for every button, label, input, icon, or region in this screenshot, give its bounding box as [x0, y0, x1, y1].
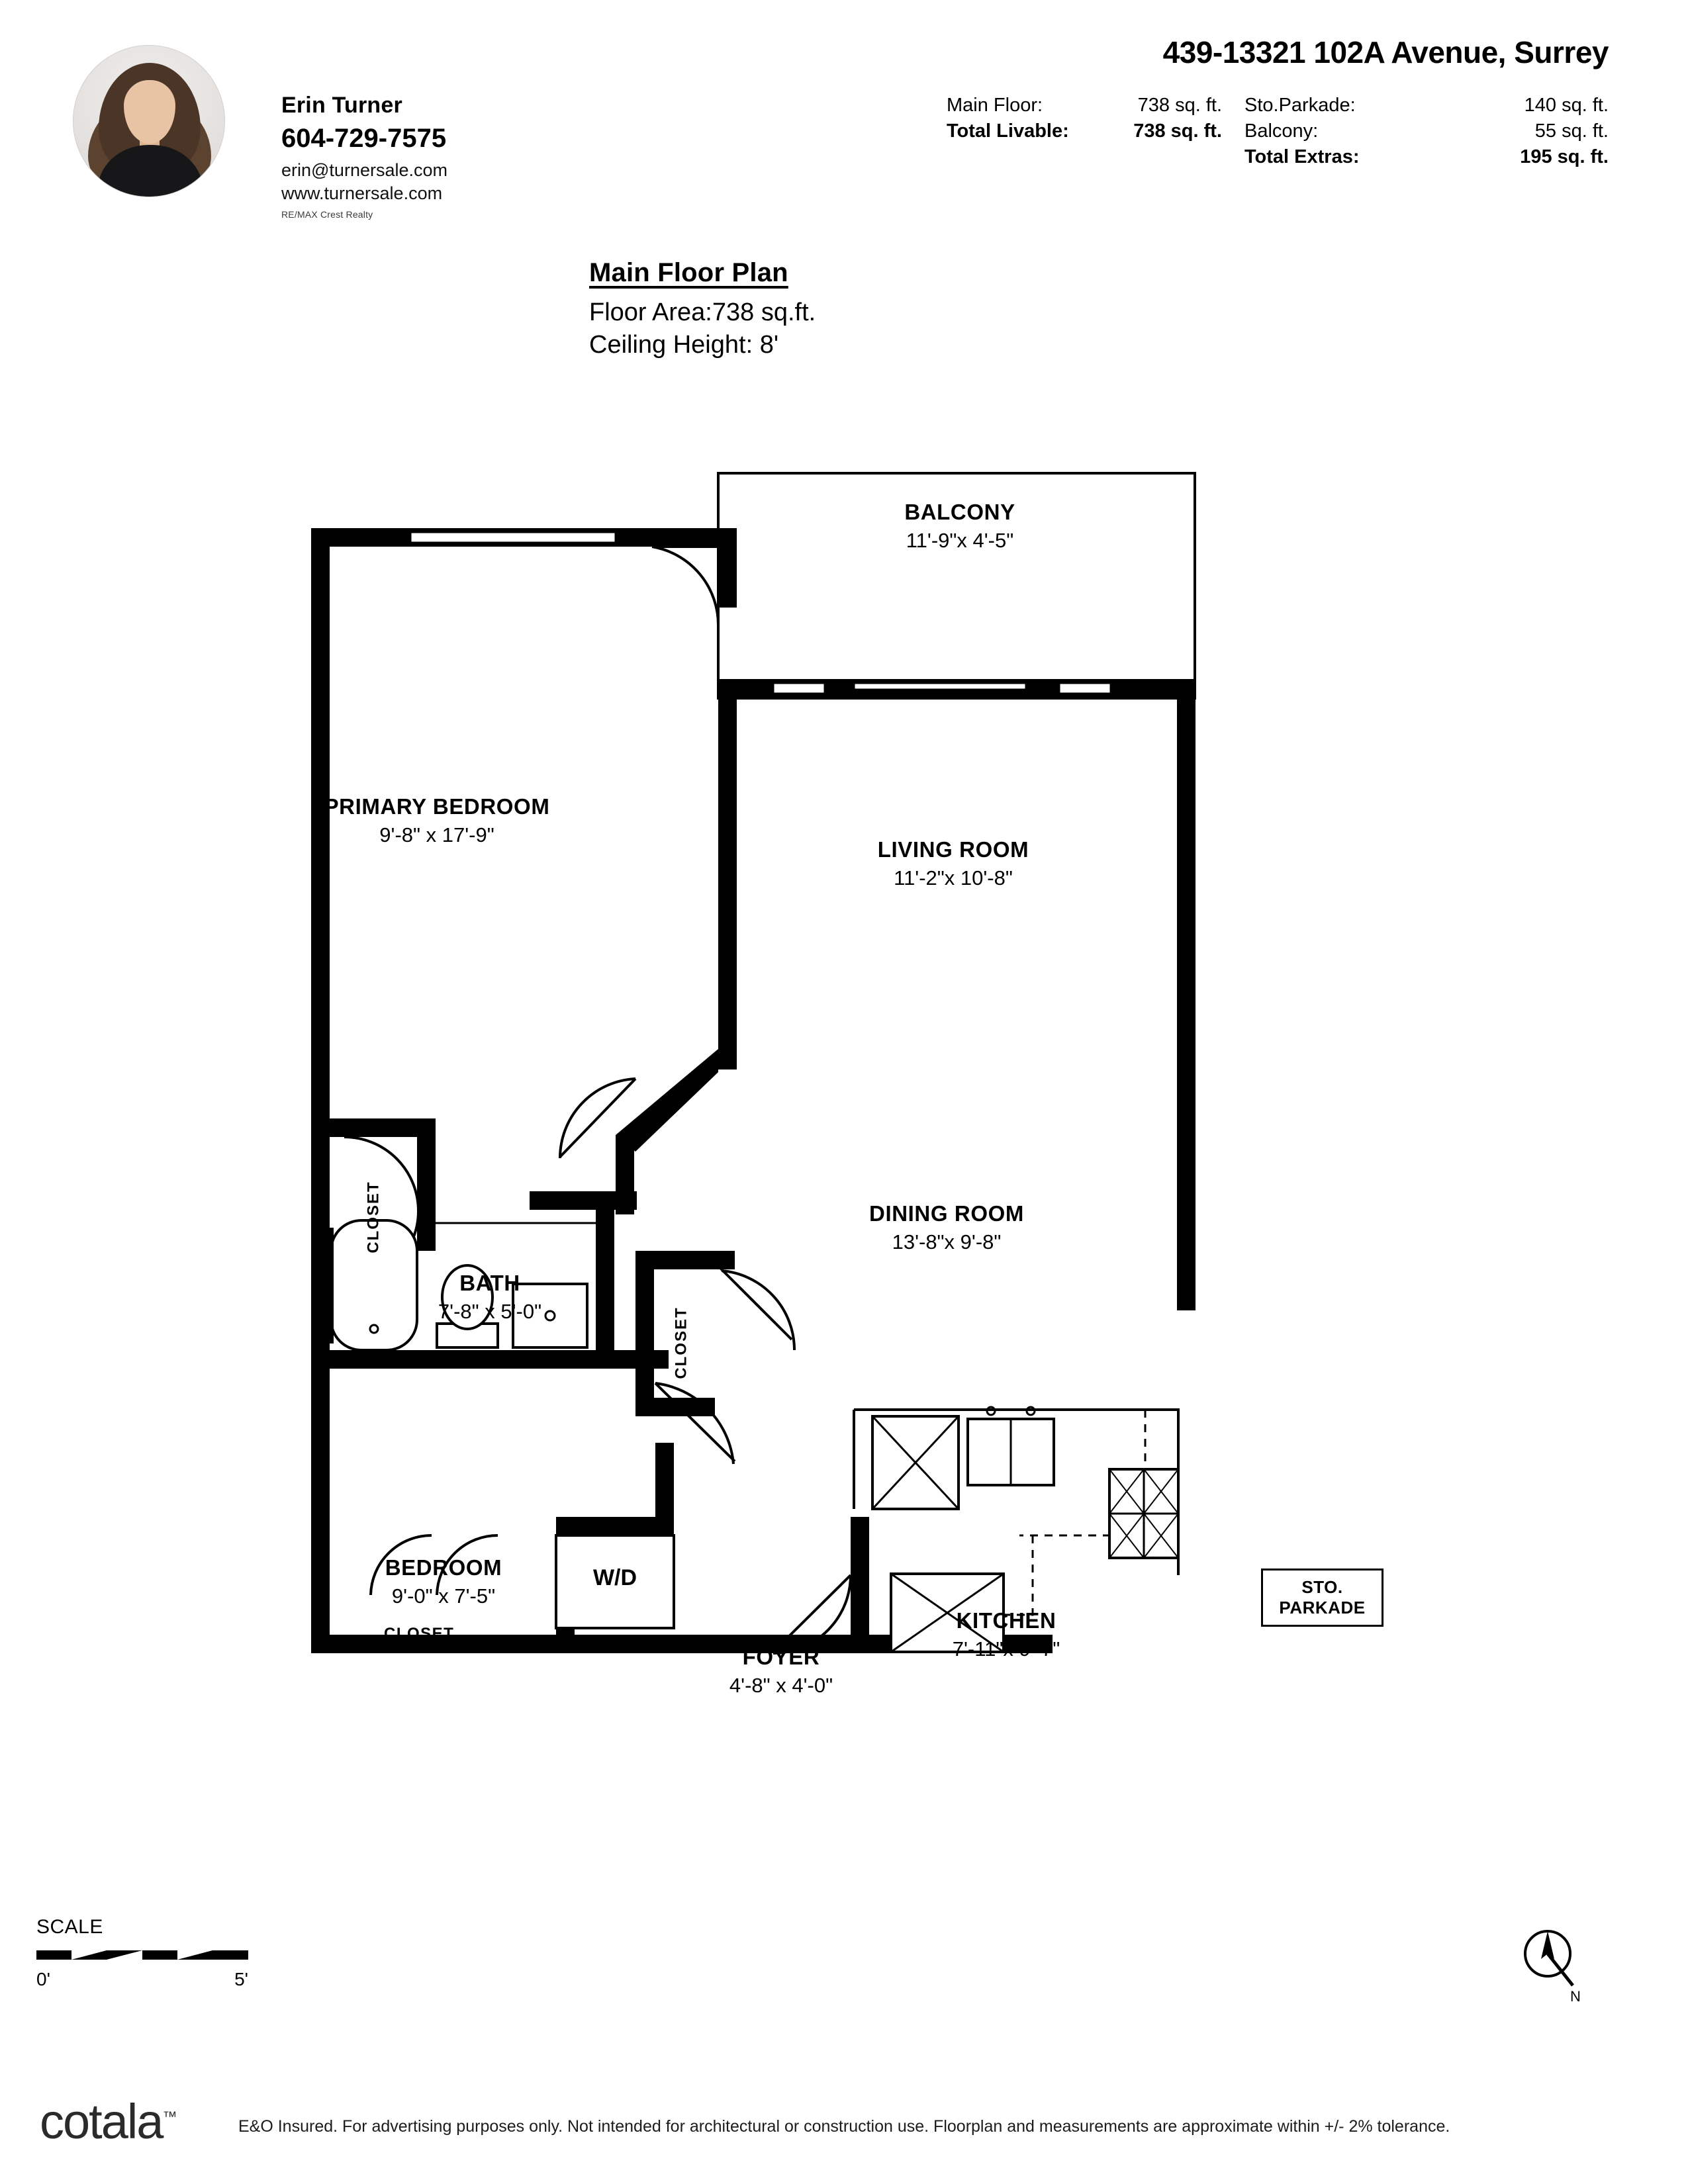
- brand-name: cotala: [40, 2094, 163, 2149]
- closet-label-primary: CLOSET: [364, 1181, 383, 1253]
- total-extras-value: 195 sq. ft.: [1520, 146, 1609, 167]
- room-label-living-room: LIVING ROOM 11'-2"x 10'-8": [877, 837, 1029, 889]
- agent-phone: 604-729-7575: [281, 124, 447, 153]
- table-row: [947, 144, 1609, 170]
- sto-parkade-label: Sto.Parkade:: [1244, 95, 1356, 116]
- sto-parkade-line2: PARKADE: [1279, 1598, 1366, 1617]
- total-extras-label: Total Extras:: [1244, 146, 1360, 167]
- balcony-label: Balcony:: [1244, 120, 1319, 142]
- agent-website: www.turnersale.com: [281, 183, 443, 203]
- area-summary-table: [947, 93, 1609, 170]
- main-floor-label: Main Floor:: [947, 95, 1043, 116]
- room-label-bedroom: BEDROOM 9'-0" x 7'-5": [385, 1555, 502, 1608]
- scale-max: 5': [234, 1969, 248, 1989]
- total-livable-value: 738 sq. ft.: [1133, 120, 1222, 142]
- plan-title-block: [589, 258, 816, 359]
- floor-area-text: Floor Area:738 sq.ft.: [589, 298, 816, 326]
- agent-info: [281, 93, 447, 220]
- agent-brokerage: RE/MAX Crest Realty: [281, 209, 373, 220]
- brand-tm: ™: [162, 2108, 177, 2125]
- closet-label-bedroom: CLOSET: [384, 1625, 455, 1643]
- disclaimer-text: E&O Insured. For advertising purposes only. Not intended for architectural or construction use. Floorplan and measurements are approximate within +/- 2% tolerance.: [238, 2117, 1450, 2136]
- scale-label: SCALE: [36, 1916, 103, 1938]
- plan-title: Main Floor Plan: [589, 258, 788, 287]
- scale-ticks-icon: [36, 1944, 248, 1966]
- exterior-walls: [311, 528, 1196, 1653]
- empty-value: [1112, 144, 1244, 170]
- compass-icon: [1516, 1919, 1589, 2005]
- ceiling-height-text: Ceiling Height: 8': [589, 331, 779, 359]
- room-label-kitchen: KITCHEN 7'-11"x 9'-7": [952, 1608, 1060, 1661]
- sto-parkade-box: [1261, 1569, 1383, 1627]
- total-livable-label: Total Livable:: [947, 120, 1069, 142]
- room-label-foyer: FOYER 4'-8" x 4'-0": [729, 1645, 833, 1697]
- door-swings: [344, 547, 851, 1653]
- room-label-primary-bedroom: PRIMARY BEDROOM 9'-8" x 17'-9": [324, 794, 550, 846]
- brand-logo: [40, 2093, 177, 2150]
- page-title: 439-13321 102A Avenue, Surrey: [1162, 35, 1609, 69]
- room-label-balcony: BALCONY 11'-9"x 4'-5": [904, 500, 1015, 552]
- table-row: [947, 93, 1609, 118]
- sto-parkade-value: 140 sq. ft.: [1524, 95, 1609, 116]
- floorplan-drawing: [0, 410, 1688, 1899]
- compass-north-letter: N: [1570, 1988, 1581, 2005]
- header: [0, 0, 1688, 265]
- balcony-value: 55 sq. ft.: [1534, 120, 1609, 142]
- sto-parkade-line1: STO.: [1301, 1577, 1343, 1597]
- washer-dryer-label: W/D: [592, 1565, 637, 1590]
- room-label-bath: BATH 7'-8" x 5'-0": [438, 1271, 542, 1323]
- main-floor-value: 738 sq. ft.: [1137, 95, 1222, 116]
- room-label-dining-room: DINING ROOM 13'-8"x 9'-8": [869, 1201, 1024, 1253]
- avatar: [73, 45, 225, 197]
- scale-bar-group: [36, 1916, 248, 1989]
- agent-name: Erin Turner: [281, 93, 402, 118]
- table-row: [947, 118, 1609, 144]
- agent-email: erin@turnersale.com: [281, 160, 448, 180]
- closet-label-hall: CLOSET: [672, 1306, 690, 1379]
- empty-label: [947, 144, 1112, 170]
- footer: [0, 2071, 1688, 2184]
- scale-min: 0': [36, 1969, 50, 1989]
